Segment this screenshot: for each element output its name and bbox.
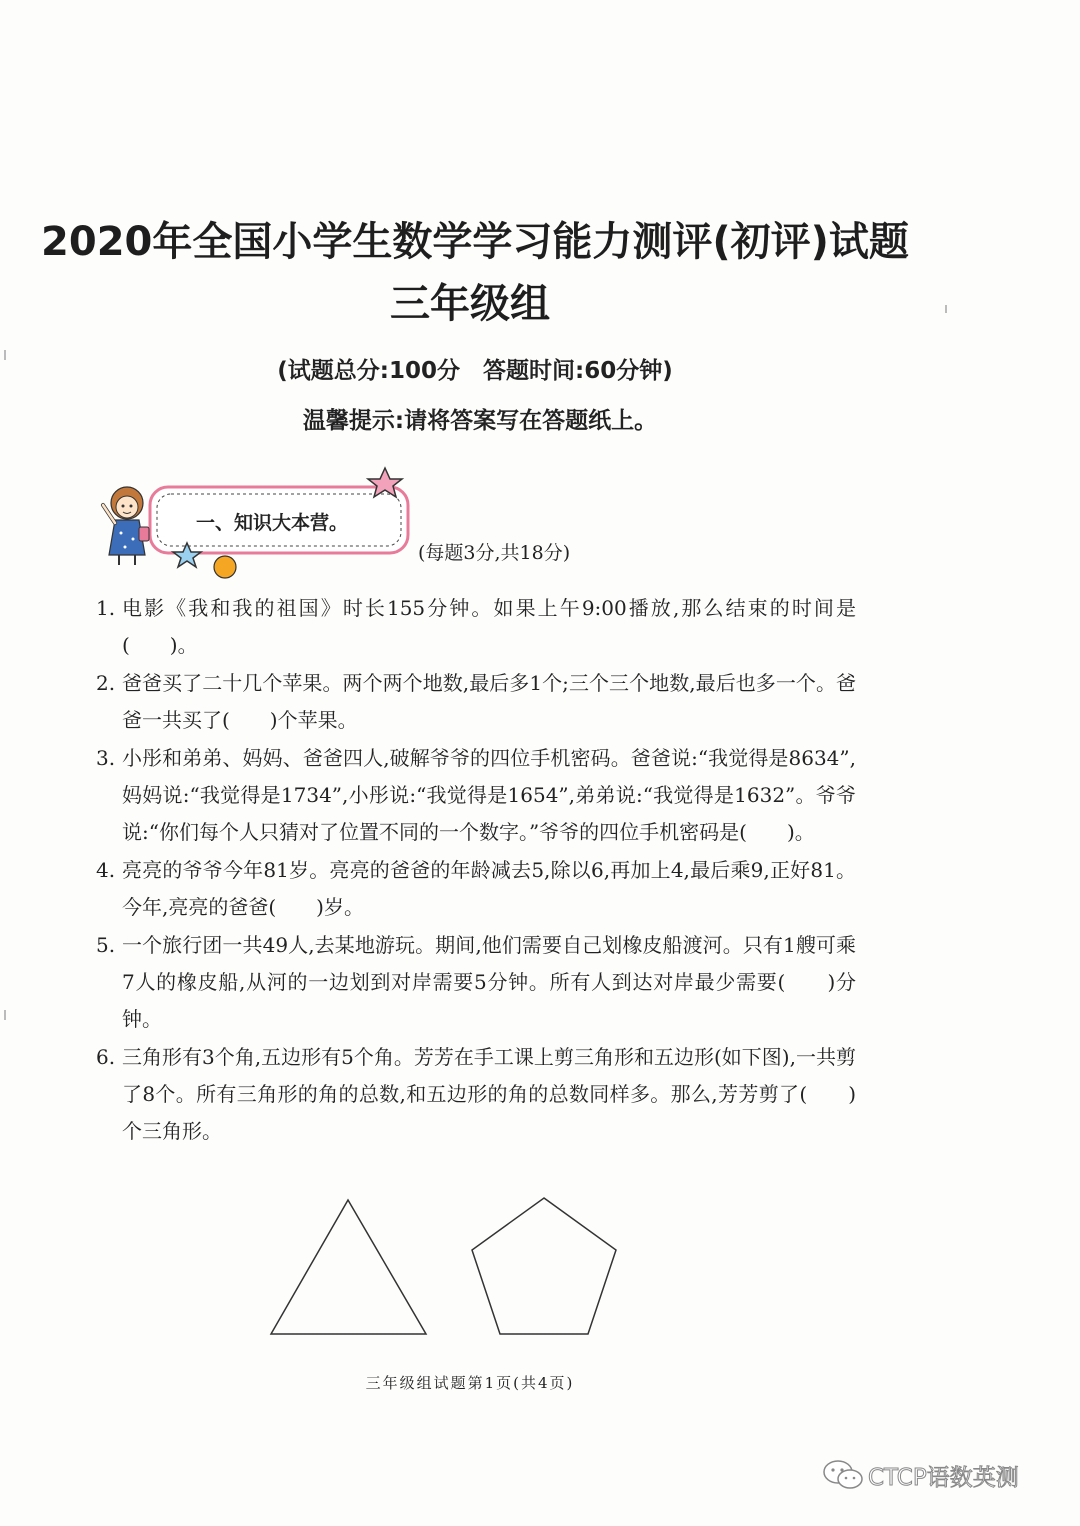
- question-number: 2.: [96, 671, 116, 695]
- watermark-text: CTCP语数英测: [868, 1464, 1019, 1491]
- exam-tip: 温馨提示:请将答案写在答题纸上。: [302, 408, 658, 434]
- question-item: [96, 590, 856, 664]
- watermark: [822, 1458, 1019, 1492]
- question-item: [96, 852, 856, 926]
- page-subtitle: 三年级组: [390, 281, 550, 327]
- question-text: 一个旅行团一共49人,去某地游玩。期间,他们需要自己划橡皮船渡河。只有1艘可乘7人的橡皮船,从河的一边划到对岸需要5分钟。所有人到达对岸最少需要( )分钟。: [122, 933, 856, 1031]
- circle-decoration-icon: [214, 556, 236, 578]
- girl-illustration-icon: [103, 487, 149, 565]
- question-item: [96, 740, 856, 851]
- page-title: 2020年全国小学生数学学习能力测评(初评)试题: [41, 219, 909, 265]
- question-item: [96, 1039, 856, 1150]
- section-label: 一、知识大本营。: [196, 512, 349, 534]
- question-text: 电影《我和我的祖国》时长155分钟。如果上午9:00播放,那么结束的时间是( )。: [122, 596, 856, 657]
- exam-info: (试题总分:100分 答题时间:60分钟): [277, 358, 673, 384]
- question-number: 6.: [96, 1045, 116, 1069]
- question-item: [96, 665, 856, 739]
- question-number: 5.: [96, 933, 116, 957]
- question-text: 亮亮的爷爷今年81岁。亮亮的爸爸的年龄减去5,除以6,再加上4,最后乘9,正好81。今年,亮亮的爸爸( )岁。: [122, 858, 856, 919]
- shapes-figure: [260, 1190, 640, 1350]
- question-number: 3.: [96, 746, 116, 770]
- question-number: 4.: [96, 858, 116, 882]
- question-text: 爸爸买了二十几个苹果。两个两个地数,最后多1个;三个三个地数,最后也多一个。爸爸一共买了( )个苹果。: [122, 671, 856, 732]
- wechat-icon: [822, 1458, 864, 1492]
- section-score: (每题3分,共18分): [418, 542, 571, 564]
- question-item: [96, 927, 856, 1038]
- question-text: 三角形有3个角,五边形有5个角。芳芳在手工课上剪三角形和五边形(如下图),一共剪了8个。所有三角形的角的总数,和五边形的角的总数同样多。那么,芳芳剪了( )个三角形。: [122, 1045, 856, 1143]
- scan-mark: [945, 305, 947, 313]
- question-number: 1.: [96, 596, 116, 620]
- triangle-shape: [271, 1200, 426, 1334]
- question-text: 小彤和弟弟、妈妈、爸爸四人,破解爷爷的四位手机密码。爸爸说:“我觉得是8634”,妈妈说:“我觉得是1734”,小彤说:“我觉得是1654”,弟弟说:“我觉得是1632”。爷爷说:“你们每个人只猜对了位置不同的一个数字。”爷爷的四位手机密码是( )。: [122, 746, 856, 844]
- scan-mark: [4, 1010, 6, 1020]
- pentagon-shape: [472, 1198, 616, 1334]
- page-footer: 三年级组试题第1页(共4页): [365, 1374, 575, 1392]
- question-list: [96, 590, 856, 1151]
